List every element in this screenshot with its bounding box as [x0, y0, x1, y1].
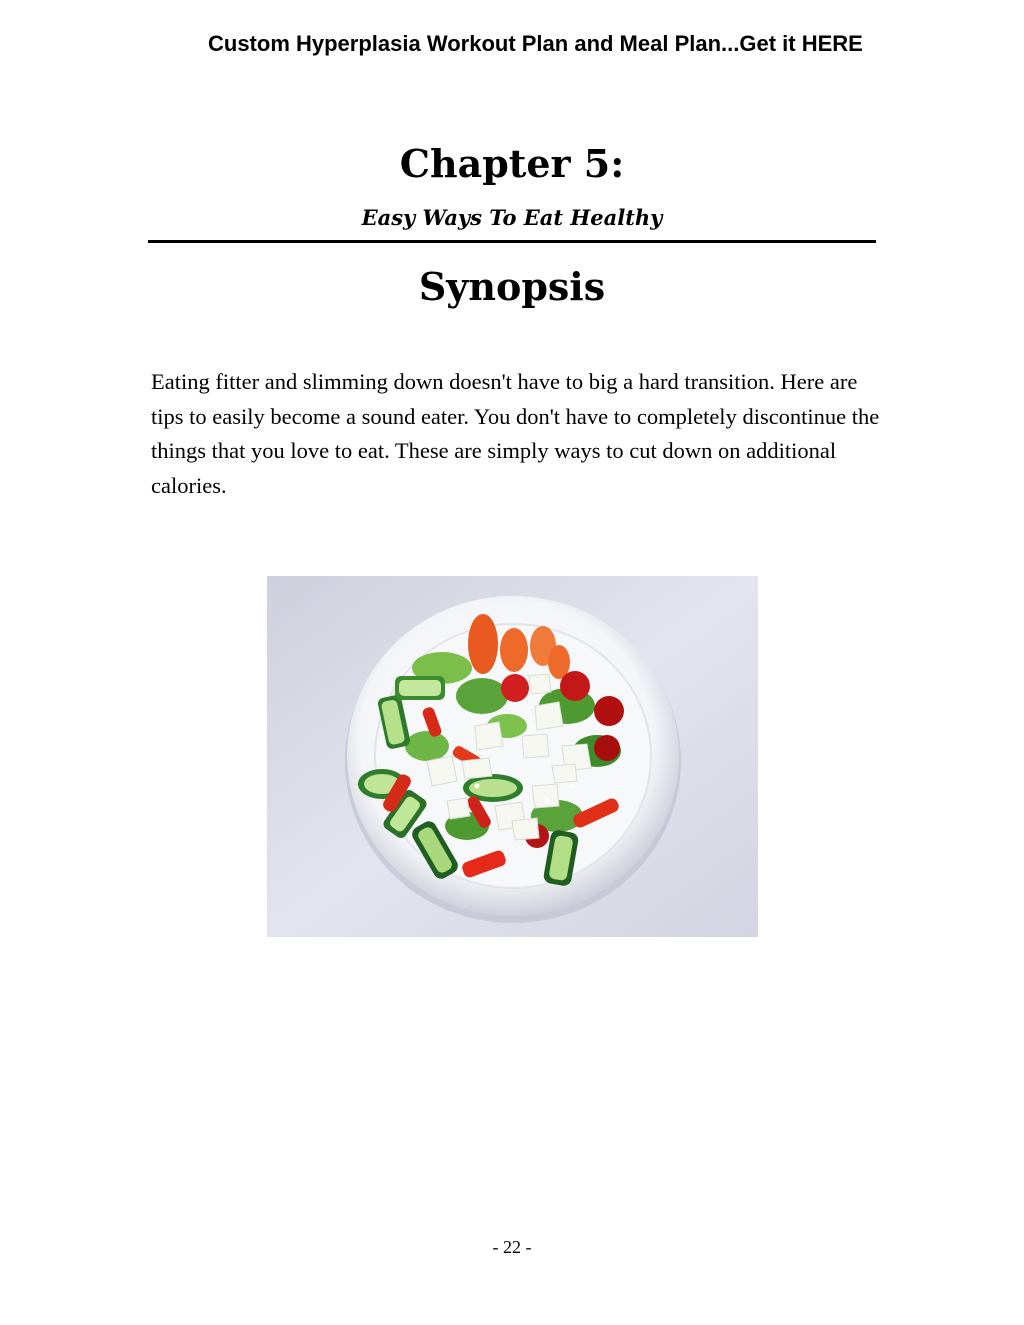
synopsis-paragraph: Eating fitter and slimming down doesn't have to big a hard transition. Here are tips to easily become a sound eater. You don't have to completely discontinue the things that you love to eat. These are simply ways to cut down on additional calories. — [151, 369, 880, 499]
chapter-title: Chapter 5: — [399, 141, 625, 186]
section-title: Synopsis — [418, 264, 606, 309]
divider-rule — [148, 240, 876, 243]
page-number: - 22 - — [492, 1237, 532, 1257]
chapter-subtitle: Easy Ways To Eat Healthy — [361, 205, 663, 230]
header-promo-link[interactable]: Custom Hyperplasia Workout Plan and Meal Plan...Get it HERE — [208, 31, 863, 56]
salad-photo — [267, 576, 758, 937]
